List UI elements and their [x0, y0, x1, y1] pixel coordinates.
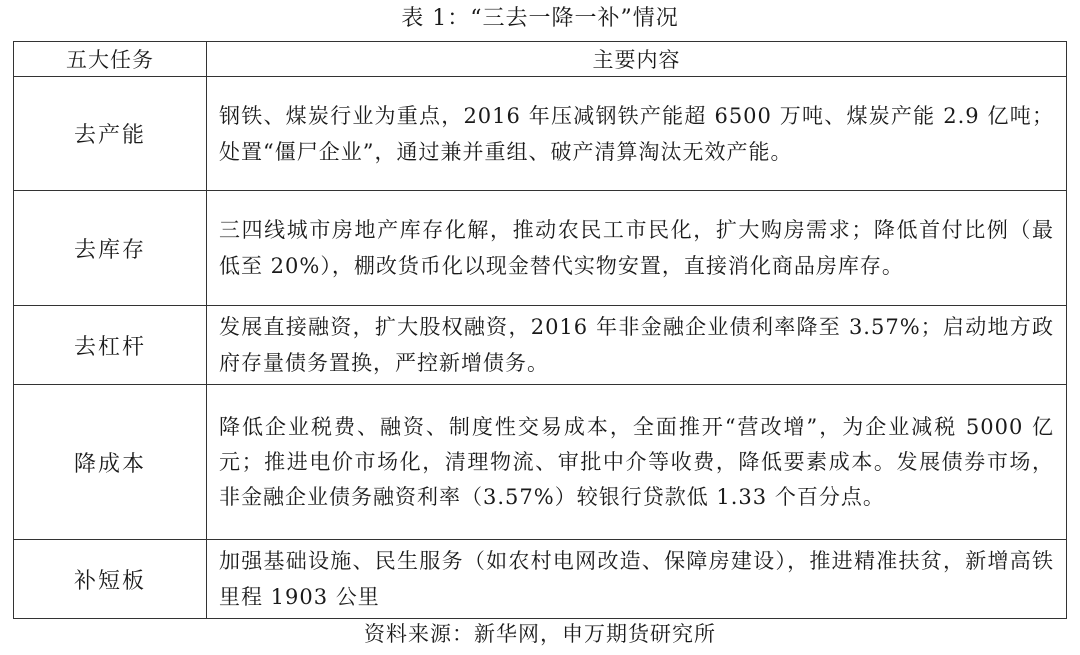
task-cell: 补短板: [14, 540, 207, 619]
content-cell: 三四线城市房地产库存化解，推动农民工市民化，扩大购房需求；降低首付比例（最低至 20%），棚改货币化以现金替代实物安置，直接消化商品房库存。: [207, 191, 1067, 306]
header-cell-content: 主要内容: [207, 42, 1067, 77]
task-cell: 去杠杆: [14, 306, 207, 385]
tasks-table: [13, 41, 1067, 619]
task-cell: 降成本: [14, 385, 207, 540]
table-row: [14, 540, 1067, 619]
task-cell: 去库存: [14, 191, 207, 306]
content-cell: 钢铁、煤炭行业为重点，2016 年压减钢铁产能超 6500 万吨、煤炭产能 2.9 亿吨；处置“僵尸企业”，通过兼并重组、破产清算淘汰无效产能。: [207, 77, 1067, 191]
table-row: [14, 306, 1067, 385]
table-row: [14, 77, 1067, 191]
table-row: [14, 191, 1067, 306]
content-cell: 降低企业税费、融资、制度性交易成本，全面推开“营改增”，为企业减税 5000 亿元；推进电价市场化，清理物流、审批中介等收费，降低要素成本。发展债券市场，非金融企业债务融资利率（3.57%）较银行贷款低 1.33 个百分点。: [207, 385, 1067, 540]
content-cell: 发展直接融资，扩大股权融资，2016 年非金融企业债利率降至 3.57%；启动地方政府存量债务置换，严控新增债务。: [207, 306, 1067, 385]
source-note: 资料来源：新华网，申万期货研究所: [364, 622, 716, 646]
table-header-row: [14, 42, 1067, 77]
table-row: [14, 385, 1067, 540]
task-cell: 去产能: [14, 77, 207, 191]
header-cell-task: 五大任务: [14, 42, 207, 77]
table-caption: 表 1：“三去一降一补”情况: [401, 6, 679, 31]
content-cell: 加强基础设施、民生服务（如农村电网改造、保障房建设），推进精准扶贫，新增高铁里程 1903 公里: [207, 540, 1067, 619]
